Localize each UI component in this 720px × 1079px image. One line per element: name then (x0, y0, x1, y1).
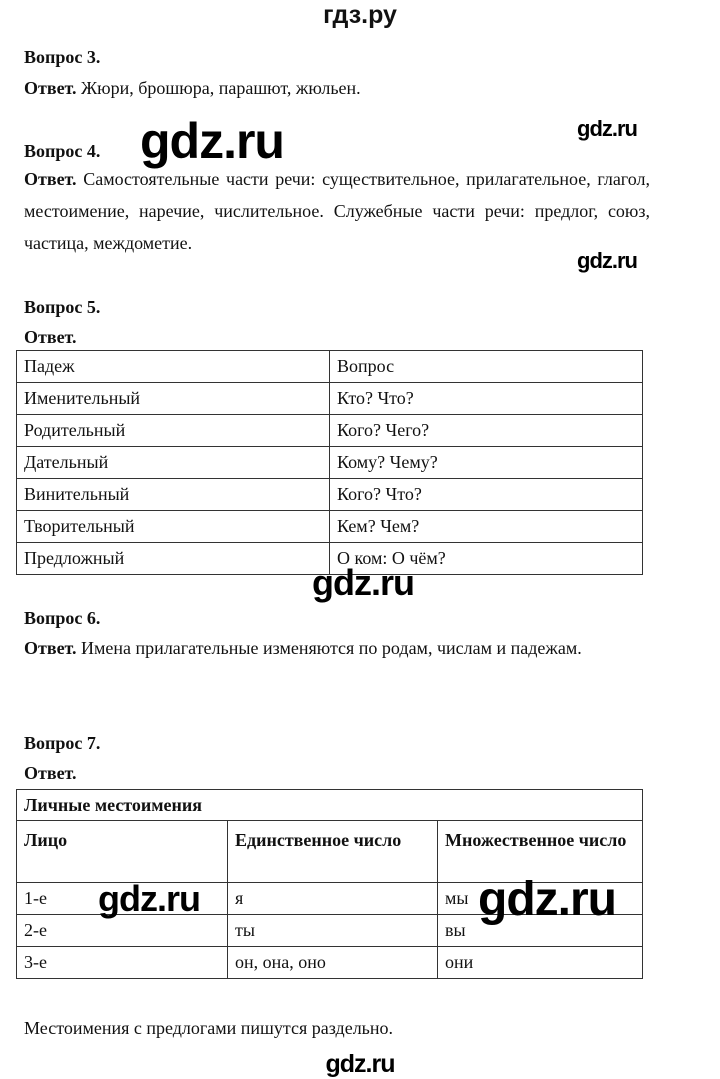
answer-text: Имена прилагательные изменяются по родам, числам и падежам. (76, 638, 582, 658)
answer-label: Ответ. (24, 78, 77, 98)
watermark: gdz.ru (577, 248, 637, 273)
question-6-title: Вопрос 6. (24, 608, 101, 628)
question-3-answer (24, 72, 650, 104)
question-4-answer (24, 163, 650, 259)
answer-text: Жюри, брошюра, парашют, жюльен. (76, 78, 361, 98)
question-6-answer (24, 632, 650, 664)
table-cell: мы (438, 883, 643, 915)
table-cell: Дательный (17, 447, 330, 479)
table-row (17, 947, 643, 979)
table-cell: Падеж (17, 351, 330, 383)
table-cell: ты (228, 915, 438, 947)
question-7-answer-label: Ответ. (24, 763, 77, 783)
table-cell: вы (438, 915, 643, 947)
table-cell: Кому? Чему? (330, 447, 643, 479)
watermark: gdz.ru (140, 113, 284, 169)
table-cell: 1-е (17, 883, 228, 915)
table-cell: я (228, 883, 438, 915)
table-row (17, 383, 643, 415)
table-cell: Кого? Что? (330, 479, 643, 511)
watermark: gdz.ru (312, 562, 414, 603)
table-cell: 3-е (17, 947, 228, 979)
question-3-title: Вопрос 3. (24, 47, 101, 67)
table-row (17, 479, 643, 511)
table-cell: они (438, 947, 643, 979)
site-title: гдз.ру (323, 1, 397, 29)
table-cell: Вопрос (330, 351, 643, 383)
watermark: gdz.ru (325, 1050, 395, 1078)
table-cell: Предложный (17, 543, 330, 575)
answer-label: Ответ. (24, 638, 77, 658)
table-header-cell: Лицо (17, 821, 228, 883)
table-cell: Кем? Чем? (330, 511, 643, 543)
table-cell: Винительный (17, 479, 330, 511)
table-cell: Творительный (17, 511, 330, 543)
table-cell: Кто? Что? (330, 383, 643, 415)
answer-label: Ответ. (24, 169, 77, 189)
table-header-cell: Множественное число (438, 821, 643, 883)
table-row (17, 415, 643, 447)
table-header-cell: Единственное число (228, 821, 438, 883)
table-cell: он, она, оно (228, 947, 438, 979)
cases-table (16, 350, 643, 575)
question-7-title: Вопрос 7. (24, 733, 101, 753)
pronouns-note: Местоимения с предлогами пишутся раздельно. (24, 1018, 394, 1038)
table-cell: Кого? Чего? (330, 415, 643, 447)
table-cell: 2-е (17, 915, 228, 947)
table-cell: Родительный (17, 415, 330, 447)
question-4-title: Вопрос 4. (24, 141, 101, 161)
table-row (17, 511, 643, 543)
question-5-title: Вопрос 5. (24, 297, 101, 317)
table-cell: Именительный (17, 383, 330, 415)
table-caption: Личные местоимения (17, 790, 643, 821)
watermark: gdz.ru (98, 878, 200, 919)
watermark: gdz.ru (478, 873, 616, 926)
answer-text: Самостоятельные части речи: существительное, прилагательное, глагол, местоимение, наречие, числительное. Служебные части речи: предлог, союз, частица, междометие. (24, 169, 650, 253)
table-caption-row (17, 790, 643, 821)
table-cell: О ком: О чём? (330, 543, 643, 575)
watermark: gdz.ru (577, 116, 637, 141)
table-header-row (17, 351, 643, 383)
question-5-answer-label: Ответ. (24, 327, 77, 347)
table-row (17, 447, 643, 479)
